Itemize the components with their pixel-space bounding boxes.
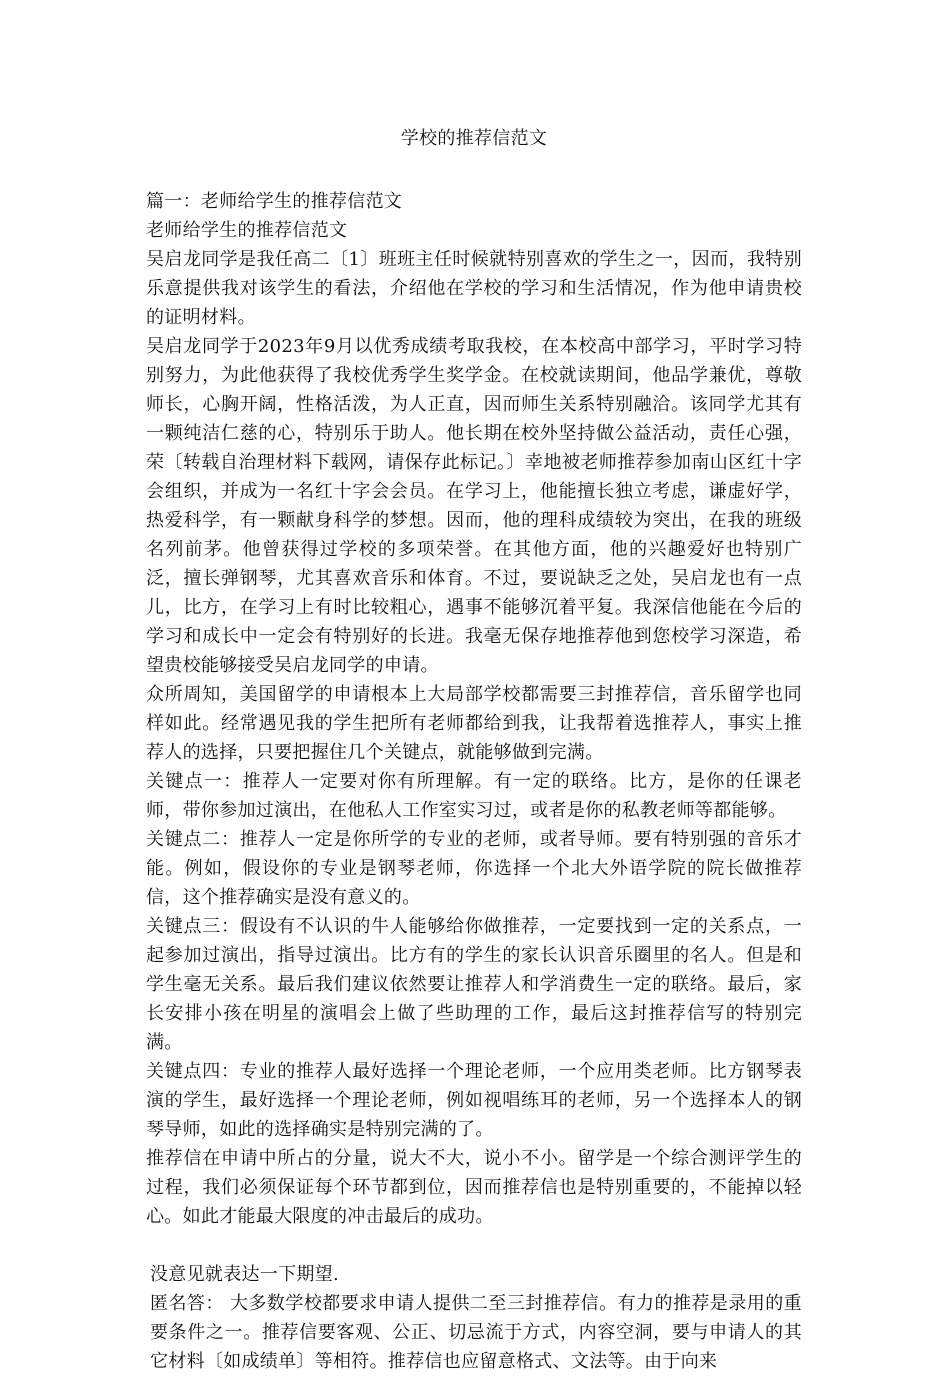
document-title: 学校的推荐信范文 <box>400 128 548 149</box>
subheading: 老师给学生的推荐信范文 <box>146 220 348 241</box>
paragraph-1: 吴启龙同学是我任高二〔1〕班班主任时候就特别喜欢的学生之一，因而，我特别乐意提供我对该学生的看法，介绍他在学校的学习和生活情况，作为他申请贵校的证明材料。 <box>146 249 802 328</box>
document-page <box>146 124 802 1376</box>
paragraph-6: 关键点三：假设有不认识的牛人能够给你做推荐，一定要找到一定的关系点，一起参加过演出，指导过演出。比方有的学生的家长认识音乐圈里的名人。但是和学生毫无关系。最后我们建议依然要让推荐人和学消费生一定的联络。最后，家长安排小孩在明星的演唱会上做了些助理的工作，最后这封推荐信写的特别完满。 <box>146 916 802 1053</box>
paragraph-8: 推荐信在申请中所占的分量，说大不大，说小不小。留学是一个综合测评学生的过程，我们必须保证每个环节都到位，因而推荐信也是特别重要的，不能掉以轻心。如此才能最大限度的冲击最后的成功。 <box>146 1148 802 1227</box>
question-line: 没意见就表达一下期望. <box>150 1264 340 1285</box>
paragraph-4: 关键点一：推荐人一定要对你有所理解。有一定的联络。比方，是你的任课老师，带你参加过演出，在他私人工作室实习过，或者是你的私教老师等都能够。 <box>146 771 802 821</box>
answer-paragraph: 匿名答： 大多数学校都要求申请人提供二至三封推荐信。有力的推荐是录用的重要条件之一。推荐信要客观、公正、切忌流于方式，内容空洞，要与申请人的其它材料〔如成绩单〕等相符。推荐信也应留意格式、文法等。由于向来 <box>150 1293 802 1372</box>
spacer <box>146 1231 802 1260</box>
section-heading: 篇一：老师给学生的推荐信范文 <box>146 191 403 212</box>
paragraph-5: 关键点二：推荐人一定是你所学的专业的老师，或者导师。要有特别强的音乐才能。例如，假设你的专业是钢琴老师，你选择一个北大外语学院的院长做推荐信，这个推荐确实是没有意义的。 <box>146 829 802 908</box>
paragraph-2: 吴启龙同学于2023年9月以优秀成绩考取我校，在本校高中部学习，平时学习特别努力，为此他获得了我校优秀学生奖学金。在校就读期间，他品学兼优，尊敬师长，心胸开阔，性格活泼，为人正直，因而师生关系特别融洽。该同学尤其有一颗纯洁仁慈的心，特别乐于助人。他长期在校外坚持做公益活动，责任心强，荣〔转载自治理材料下载网，请保存此标记。〕幸地被老师推荐参加南山区红十字会组织，并成为一名红十字会会员。在学习上，他能擅长独立考虑，谦虚好学，热爱科学，有一颗献身科学的梦想。因而，他的理科成绩较为突出，在我的班级名列前茅。他曾获得过学校的多项荣誉。在其他方面，他的兴趣爱好也特别广泛，擅长弹钢琴，尤其喜欢音乐和体育。不过，要说缺乏之处，吴启龙也有一点儿，比方，在学习上有时比较粗心，遇事不能够沉着平复。我深信他能在今后的学习和成长中一定会有特别好的长进。我毫无保存地推荐他到您校学习深造，希望贵校能够接受吴启龙同学的申请。 <box>146 336 802 676</box>
paragraph-3: 众所周知，美国留学的申请根本上大局部学校都需要三封推荐信，音乐留学也同样如此。经常遇见我的学生把所有老师都给到我，让我帮着选推荐人，事实上推荐人的选择，只要把握住几个关键点，就能够做到完满。 <box>146 684 802 763</box>
paragraph-7: 关键点四：专业的推荐人最好选择一个理论老师，一个应用类老师。比方钢琴表演的学生，最好选择一个理论老师，例如视唱练耳的老师，另一个选择本人的钢琴导师，如此的选择确实是特别完满的了。 <box>146 1061 802 1140</box>
